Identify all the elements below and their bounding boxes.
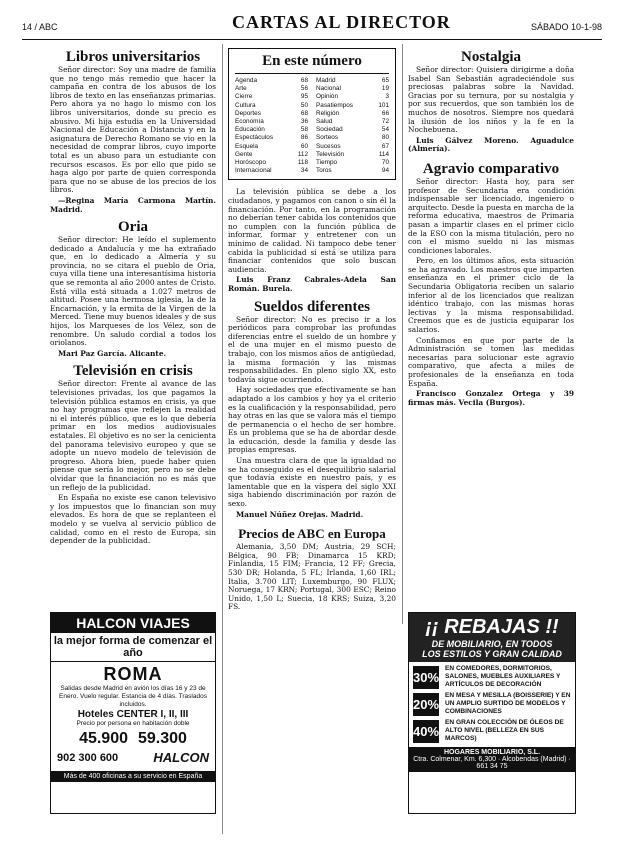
contents-item[interactable] <box>235 126 308 134</box>
contents-item[interactable] <box>235 77 308 85</box>
contents-item-page: 65 <box>381 77 389 84</box>
contents-item[interactable] <box>316 93 389 101</box>
contents-item-label: Arte <box>235 85 247 93</box>
contents-item-page: 34 <box>300 167 308 175</box>
contents-item[interactable] <box>235 118 308 126</box>
contents-item-page: 68 <box>300 77 308 84</box>
letter-title: Oria <box>118 219 148 236</box>
contents-item-page: 118 <box>297 159 308 167</box>
contents-item-label: Sucesos <box>316 142 341 150</box>
letters-column-right <box>408 48 574 409</box>
letters-column-left <box>50 48 216 548</box>
contents-item[interactable] <box>316 85 389 93</box>
letter-title: Nostalgia <box>461 49 521 65</box>
ad-offer-row <box>413 665 571 689</box>
ad-phone[interactable]: 902 300 600 <box>57 751 119 764</box>
contents-item-label: Tiempo <box>316 159 338 167</box>
letter-body: Señor director: Hasta hoy, para ser profesor de Secundaria era condición indispensable ser licenciado, ingeniero o arquitecto. Desde la puesta en marcha de la reforma educativa, maestros de Primaria pasan a impartir clases en el primer ciclo de la ESO con la misma titulación, pero no con el mismo sueldo ni las mismas condiciones laborales. <box>408 176 574 255</box>
contents-item[interactable] <box>316 167 389 175</box>
letter-body: Señor director: Frente al avance de las televisiones privadas, los que pagamos la televisión pública estamos en crisis, ya que no hay programas que reflejen la realidad ni el interés público, que es lo que debería primar en los medios audiovisuales estatales. El objetivo es no ser la cenicienta del panorama televisivo europeo y que se adopte un nuevo modelo de televisión de progreso. Ahora bien, puede haber quien piense que sería lo mejor, pero no se debe olvidar que la financiación no es más que un reflejo de la publicidad. <box>50 379 216 492</box>
contents-item[interactable] <box>316 118 389 126</box>
contents-item-page: 19 <box>381 85 389 93</box>
contents-item[interactable] <box>235 102 308 110</box>
ad-destination: ROMA <box>103 664 163 684</box>
halcon-viajes-ad[interactable] <box>50 612 216 814</box>
contents-item[interactable] <box>316 110 389 118</box>
ad-subline-1: DE MOBILIARIO, EN TODOS <box>431 639 553 649</box>
letter-signature: Mari Paz García. Alicante. <box>58 348 167 358</box>
contents-item-label: Religión <box>316 109 340 117</box>
contents-item-label: Internacional <box>235 167 272 175</box>
contents-item[interactable] <box>316 126 389 134</box>
letter-signature: Luis Franz Cabrales-Adela San Román. Burela. <box>228 275 396 293</box>
letter-oria <box>50 218 216 358</box>
ad-footer: Más de 400 oficinas a su servicio en España <box>51 771 215 782</box>
ad-offers <box>409 665 575 743</box>
contents-item-label: Madrid <box>316 77 336 84</box>
letter-body: Señor director: No es preciso ir a los periódicos para comprobar las profundas diferencias entre el sueldo de un hombre y el de una mujer en el mismo puesto de trabajo, con los mismos años de antigüedad, la misma formación y las mismas responsabilidades. En pleno siglo XX, esto todavía sigue ocurriendo. <box>228 314 396 384</box>
header-rule <box>22 39 602 40</box>
contents-title: En este número <box>235 53 389 74</box>
contents-item[interactable] <box>235 110 308 118</box>
column-divider <box>222 44 223 834</box>
letter-body: Una muestra clara de que la igualdad no se ha conseguido es el desequilibrio salarial que todavía existe en nuestro país, y es lamentable que en la víspera del siglo XXI siga habiendo discriminación por razón de sexo. <box>228 456 396 509</box>
ad-offer-row <box>413 719 571 743</box>
section-title: CARTAS AL DIRECTOR <box>232 12 451 32</box>
contents-item[interactable] <box>316 134 389 142</box>
contents-item-label: Agenda <box>235 77 258 84</box>
contents-item-page: 70 <box>381 159 389 167</box>
contents-item[interactable] <box>235 159 308 167</box>
letter-body: Confiamos en que por parte de la Administración se tomen las medidas necesarias para solucionar este agravio comparativo, que afecta a miles de profesionales de la enseñanza en toda España. <box>408 335 574 388</box>
ad-details: Salidas desde Madrid en avión los días 16 y 23 de Enero. Vuelo regular. Estancia de 4 días. Traslados incluidos. <box>59 685 207 708</box>
contents-list <box>235 77 389 175</box>
contents-index <box>228 48 396 180</box>
contents-item-label: Nacional <box>316 85 341 93</box>
contents-item-page: 54 <box>381 126 389 134</box>
contents-item-page: 36 <box>300 118 308 126</box>
letter-agravio <box>408 160 574 407</box>
contents-item-label: Salud <box>316 118 333 126</box>
contents-item[interactable] <box>316 143 389 151</box>
ad-offer-row <box>413 692 571 716</box>
letter-title: Agravio comparativo <box>422 160 560 177</box>
letter-signature: Francisco Gonzalez Ortega y 39 firmas más. Vecila (Burgos). <box>408 389 574 407</box>
ad-tagline: la mejor forma de comenzar el año <box>51 633 215 662</box>
contents-item-page: 60 <box>300 142 308 150</box>
contents-item-page: 94 <box>381 167 389 175</box>
ad-offer-description: EN GRAN COLECCIÓN DE ÓLEOS DE ALTO NIVEL (BELLEZA EN SUS MARCOS) <box>445 719 564 742</box>
ad-header <box>409 613 575 662</box>
letter-body: Pero, en los últimos años, esta situación se ha agravado. Los maestros que imparten enseñanza en el primer ciclo de la Secundaria Obligatoria reciben un salario inferior al de los licenciados que realizan idéntico trabajo, con las mismas horas lectivas y la misma responsabilidad. Creemos que es de justicia equiparar los salarios. <box>408 256 574 335</box>
ad-address: Ctra. Colmenar, Km. 6,300 · Alcobendas (Madrid) · 661 34 75 <box>413 756 571 770</box>
ad-logo-text: HALCON <box>153 750 209 765</box>
contents-item-page: 95 <box>300 93 308 101</box>
ad-offer-discount: 30% <box>413 666 439 689</box>
contents-item[interactable] <box>235 167 308 175</box>
contents-item-page: 112 <box>297 150 308 158</box>
letter-sueldos <box>228 298 396 520</box>
page-header <box>22 10 602 44</box>
contents-item[interactable] <box>316 159 389 167</box>
ad-contact-row <box>51 748 215 767</box>
letter-title: Libros universitarios <box>65 49 201 65</box>
contents-item-label: Cierre <box>235 93 253 101</box>
contents-item-label: Economía <box>235 118 264 126</box>
contents-item[interactable] <box>235 143 308 151</box>
contents-item-page: 58 <box>300 126 308 134</box>
ad-offer-description: EN MESA Y MESILLA (BOISSERIE) Y EN UN AMPLIO SURTIDO DE MODELOS Y COMBINACIONES <box>445 692 571 715</box>
letters-column-middle <box>228 48 396 614</box>
ad-hotels: Hoteles CENTER I, II, III <box>77 709 189 720</box>
contents-item-label: Horóscopo <box>235 159 266 167</box>
letter-body: Señor director: He leído el suplemento dedicado a Andalucía y me ha extrañado que, en lo dedicado a Almería y su provincia, no se citara el pueblo de Oria, cuya villa tiene una interesantísima historia que se remonta al año 2000 antes de Cristo. Está villa está situada a 1.027 metros de altitud. Posee una hermosa iglesia, la de la Encarnación, y la ermita de la Virgen de la Merced. Tiene muy buenos ideales y de sus hijos, los Marqueses de los Vélez, son de renombre. Un saludo cordial a todos los oriolanos. <box>50 235 216 348</box>
contents-item-page: 86 <box>300 134 308 142</box>
contents-item[interactable] <box>235 134 308 142</box>
letter-television <box>50 362 216 545</box>
letter-libros <box>50 48 216 214</box>
contents-item[interactable] <box>235 85 308 93</box>
contents-item[interactable] <box>316 77 389 85</box>
ad-price-1: 45.900 <box>79 730 128 747</box>
ad-price-label: Precio por persona en habitación doble <box>76 720 190 727</box>
ad-company: HOGARES MOBILIARIO, S.L. <box>443 749 541 756</box>
contents-item-label: Opinión <box>316 93 339 101</box>
contents-item-page: 72 <box>381 118 389 126</box>
letter-body: La televisión pública se debe a los ciudadanos, y pagamos con canon o sin él la financiación. Por tanto, en la programación no deberían tener cabida los contenidos que no cumplen con la función pública de informar, formar y entretener con un mínimo de calidad. Ni tampoco debe tener cabida la publicidad si está se utiliza para financiar contenidos que solo buscan audiencia. <box>228 187 396 274</box>
ad-footer <box>409 747 575 772</box>
contents-item-label: Deportes <box>235 109 261 117</box>
contents-item-label: Esquela <box>235 142 259 150</box>
contents-column <box>235 77 308 175</box>
ad-offer-discount: 20% <box>413 693 439 716</box>
ad-subline-2: LOS ESTILOS Y GRAN CALIDAD <box>422 649 562 659</box>
ad-offer-description: EN COMEDORES, DORMITORIOS, SALONES, MUEBLES AUXILIARES Y ARTÍCULOS DE DECORACIÓN <box>445 665 561 688</box>
contents-item-page: 114 <box>378 150 389 158</box>
contents-item-page: 56 <box>300 85 308 93</box>
page-number: 14 / ABC <box>22 22 58 32</box>
contents-item-label: Cultura <box>235 101 256 109</box>
contents-item[interactable] <box>316 102 389 110</box>
contents-item-page: 3 <box>385 93 389 101</box>
prices-title: Precios de ABC en Europa <box>238 526 386 542</box>
contents-item-page: 50 <box>300 101 308 109</box>
contents-item-page: 68 <box>300 109 308 117</box>
contents-item[interactable] <box>235 93 308 101</box>
contents-item[interactable] <box>235 151 308 159</box>
ad-brand-header: HALCON VIAJES <box>51 613 215 633</box>
contents-item-label: Pasatiempos <box>316 101 353 109</box>
letter-signature: Manuel Núñez Orejas. Madrid. <box>236 509 364 519</box>
contents-item[interactable] <box>316 151 389 159</box>
contents-column <box>316 77 389 175</box>
contents-item-page: 67 <box>381 142 389 150</box>
ad-headline: ¡¡ REBAJAS !! <box>425 616 559 638</box>
letter-signature: —Regina María Carmona Martín. Madrid. <box>50 195 216 214</box>
contents-item-label: Sociedad <box>316 126 343 134</box>
rebajas-mobiliario-ad[interactable] <box>408 612 576 814</box>
contents-item-label: Gente <box>235 150 253 158</box>
letter-title: Televisión en crisis <box>73 363 193 380</box>
letter-body: En España no existe ese canon televisivo y los impuestos que lo financian son muy elevados. Es hora de que se replanteen el modelo y se vuelva al servicio público de calidad, como en el resto de Europa, sin depender de la publicidad. <box>50 493 216 546</box>
contents-item-label: Televisión <box>316 150 345 158</box>
ad-prices <box>51 730 215 748</box>
column-divider <box>402 44 403 624</box>
contents-item-label: Espectáculos <box>235 134 274 142</box>
abc-prices-europe <box>228 525 396 612</box>
contents-item-page: 66 <box>381 109 389 117</box>
ad-price-2: 59.300 <box>138 730 187 747</box>
issue-date: SÁBADO 10-1-98 <box>530 22 602 32</box>
contents-item-page: 101 <box>378 101 389 109</box>
letter-signature: Luis Gálvez Moreno. Aguadulce (Almería). <box>408 135 574 154</box>
ad-offer-discount: 40% <box>413 720 439 743</box>
contents-item-label: Sorteos <box>316 134 339 142</box>
contents-item-page: 80 <box>381 134 389 142</box>
prices-body: Alemania, 3,50 DM; Austria, 29 SCH; Bélgica, 90 FB; Dinamarca 15 KRD; Finlandia, 15 FIM; Francia, 12 FF; Grecia, 530 DR; Holanda, 5 FL; Irlanda, 1,60 IRL; Italia, 3.700 LIT; Luxemburgo, 90 FLUX; Noruega, 17 KRN; Portugal, 300 ESC; Reino Unido, 1,50 L; Suecia, 18 KRS; Suiza, 3,20 FS. <box>228 542 396 612</box>
letter-body: Hay sociedades que efectivamente se han adaptado a los cambios y hoy ya el criterio es la cualificación y la responsabilidad, pero hay otras en las que se valora más el tiempo de permanencia o el hecho de ser hombre. Es un problema que se ha de abordar desde la educación, desde la familia y desde las propias empresas. <box>228 385 396 455</box>
contents-item-label: Educación <box>235 126 265 134</box>
letter-nostalgia <box>408 48 574 154</box>
letter-body: Señor director: Soy una madre de familia que no tengo más remedio que hacer la campaña en contra de los abusos de los libros de texto en las enseñanzas primarias. Pero ahora ya no hago lo mismo con los libros universitarios, donde su precio es abusivo. Mi hija estudia en la Universidad Nacional de Educación a Distancia y en la asignatura de Derecho Romano se vio en la necesidad de comprar libros, cuyo importe total es un abuso para un estudiante con recursos escasos. Es por ello que pido se haga algo por parte de quien corresponda para que no se abuse de los precios de los libros. <box>50 65 216 195</box>
letter-title: Sueldos diferentes <box>254 298 370 315</box>
letter-body: Señor director: Quisiera dirigirme a doña Isabel San Sebastián agradeciéndole sus preciosas palabras sobre la Navidad. Gracias por su ternura, por su nostalgia y por sus recuerdos, que son también los de muchos de nosotros. Siempre nos quedará la ilusión de los niños y la fe en la Nochebuena. <box>408 65 574 135</box>
contents-item-label: Toros <box>316 167 332 175</box>
